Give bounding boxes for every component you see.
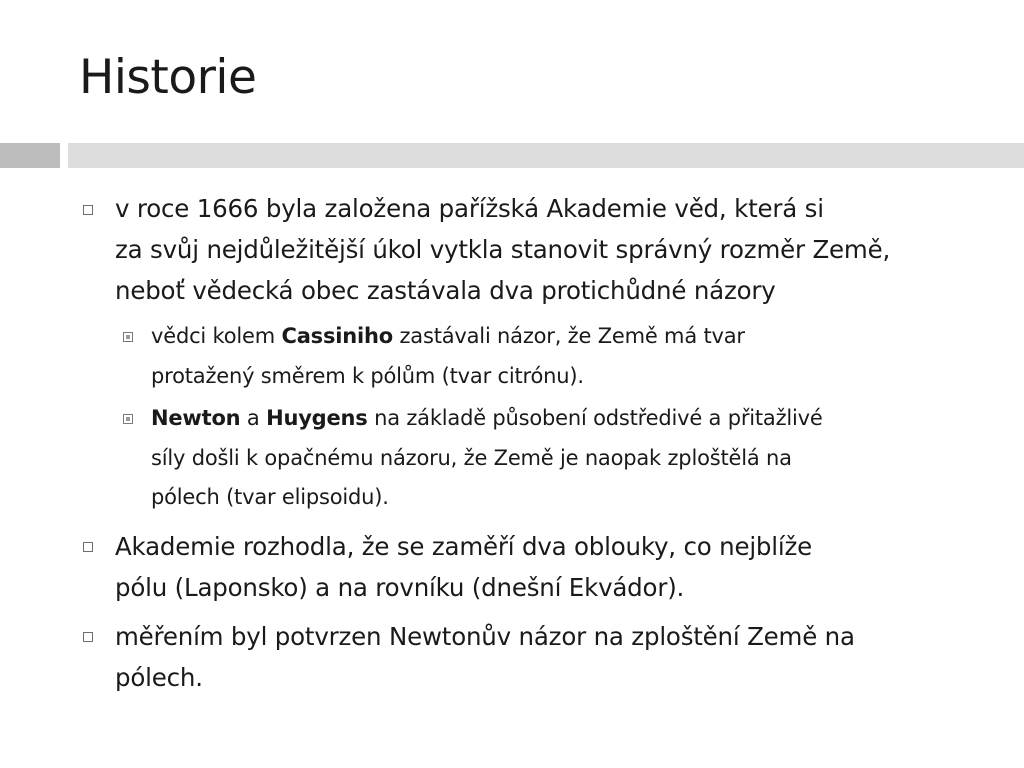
title-divider-bar	[68, 143, 1024, 168]
text-line: neboť vědecká obec zastávala dva protichůdné názory	[115, 276, 776, 305]
text-line	[151, 317, 991, 357]
text-segment: na základě působení odstředivé a přitažlivé	[367, 406, 823, 430]
text-segment: zastávali názor, že Země má tvar	[393, 324, 745, 348]
text-line: v roce 1666 byla založena pařížská Akademie věd, která si	[115, 194, 824, 223]
text-segment: a	[240, 406, 267, 430]
sub-bullet-text-1	[151, 317, 991, 396]
text-line: pólech (tvar elipsoidu).	[151, 485, 389, 509]
bold-name-cassini: Cassiniho	[281, 324, 393, 348]
slide-title: Historie	[79, 50, 257, 105]
text-line: síly došli k opačnému názoru, že Země je naopak zploštělá na	[151, 445, 792, 470]
text-line: pólech.	[115, 663, 203, 692]
bold-name-newton: Newton	[151, 406, 241, 430]
bullet-text-1	[115, 188, 995, 311]
hollow-square-bullet-icon	[83, 205, 93, 215]
text-line: měřením byl potvrzen Newtonův názor na zploštění Země na	[115, 622, 855, 651]
bullet-text-2	[115, 526, 995, 608]
hollow-square-bullet-icon	[83, 542, 93, 552]
text-segment: vědci kolem	[151, 324, 282, 348]
text-line: Akademie rozhodla, že se zaměří dva oblouky, co nejblíže	[115, 532, 813, 561]
sub-bullet-text-2	[151, 399, 991, 518]
title-divider-accent	[0, 143, 60, 168]
text-line: za svůj nejdůležitější úkol vytkla stanovit správný rozměr Země,	[115, 235, 891, 264]
filled-square-bullet-icon	[123, 414, 133, 424]
filled-square-bullet-icon	[123, 332, 133, 342]
text-line	[151, 399, 991, 439]
bold-name-huygens: Huygens	[266, 406, 368, 430]
text-line: protažený směrem k pólům (tvar citrónu).	[151, 363, 584, 388]
hollow-square-bullet-icon	[83, 632, 93, 642]
bullet-text-3	[115, 616, 995, 698]
text-line: pólu (Laponsko) a na rovníku (dnešní Ekvádor).	[115, 573, 685, 602]
